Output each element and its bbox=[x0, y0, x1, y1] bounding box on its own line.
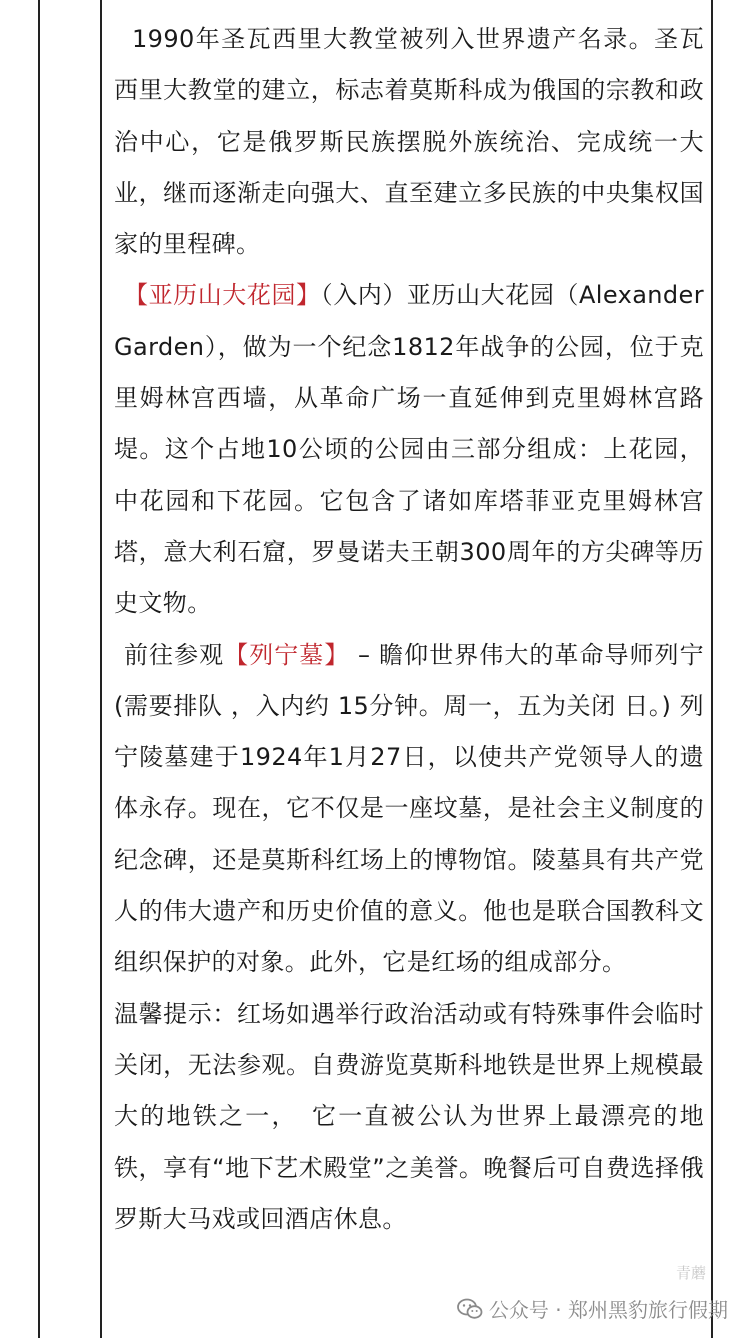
bracket-open: 【 bbox=[124, 281, 149, 310]
paragraph-prefix: 前往参观 bbox=[124, 640, 225, 669]
bracket-close: 】 bbox=[324, 640, 350, 669]
account-watermark bbox=[457, 1294, 728, 1323]
paragraph-text: （入内）亚历山大花园（Alexander Garden），做为一个纪念1812年战争的公园，位于克里姆林宫西墙，从革命广场一直延伸到克里姆林宫路堤。这个占地10公顷的公园由三部分组成：上花园，中花园和下花园。它包含了诸如库塔菲亚克里姆林宫塔，意大利石窟，罗曼诺夫王朝300周年的方尖碑等历史文物。 bbox=[114, 281, 704, 618]
faint-watermark-label: 青蘑 bbox=[676, 1264, 707, 1282]
faint-watermark bbox=[676, 1262, 706, 1283]
paragraph-alexander-garden bbox=[114, 270, 704, 629]
paragraph-lenin-mausoleum bbox=[114, 630, 704, 989]
table-border-left-inner bbox=[100, 0, 102, 1338]
highlight-alexander-garden: 亚历山大花园 bbox=[148, 281, 297, 310]
bracket-open: 【 bbox=[224, 640, 250, 669]
wechat-icon bbox=[457, 1298, 483, 1320]
bracket-close: 】 bbox=[296, 281, 321, 310]
table-border-right bbox=[711, 0, 713, 1338]
account-label: 公众号 · 郑州黑豹旅行假期 bbox=[488, 1298, 728, 1322]
highlight-lenin-mausoleum: 列宁墓 bbox=[249, 640, 325, 669]
paragraph-text: – 瞻仰世界伟大的革命导师列宁 (需要排队 ，入内约 15分钟。周一，五为关闭 日。) 列宁陵墓建于1924年1月27日，以使共产党领导人的遗体永存。现在，它不仅是一座坟墓，是社会主义制度的纪念碑，还是莫斯科红场上的博物馆。陵墓具有共产党人的伟大遗产和历史价值的意义。他也是联合国教科文组织保护的对象。此外，它是红场的组成部分。 bbox=[114, 640, 704, 977]
paragraph-text: 1990年圣瓦西里大教堂被列入世界遗产名录。圣瓦西里大教堂的建立，标志着莫斯科成为俄国的宗教和政治中心，它是俄罗斯民族摆脱外族统治、完成统一大业，继而逐渐走向强大、直至建立多民族的中央集权国家的里程碑。 bbox=[114, 25, 704, 259]
paragraph-st-basil bbox=[114, 14, 704, 270]
table-border-left-outer bbox=[38, 0, 40, 1338]
paragraph-text: 温馨提示：红场如遇举行政治活动或有特殊事件会临时关闭，无法参观。自费游览莫斯科地铁是世界上规模最大的地铁之一， 它一直被公认为世界上最漂亮的地铁，享有“地下艺术殿堂”之美誉。晚餐后可自费选择俄罗斯大马戏或回酒店休息。 bbox=[114, 999, 704, 1233]
paragraph-tips bbox=[114, 989, 704, 1245]
article-content bbox=[114, 14, 704, 1245]
